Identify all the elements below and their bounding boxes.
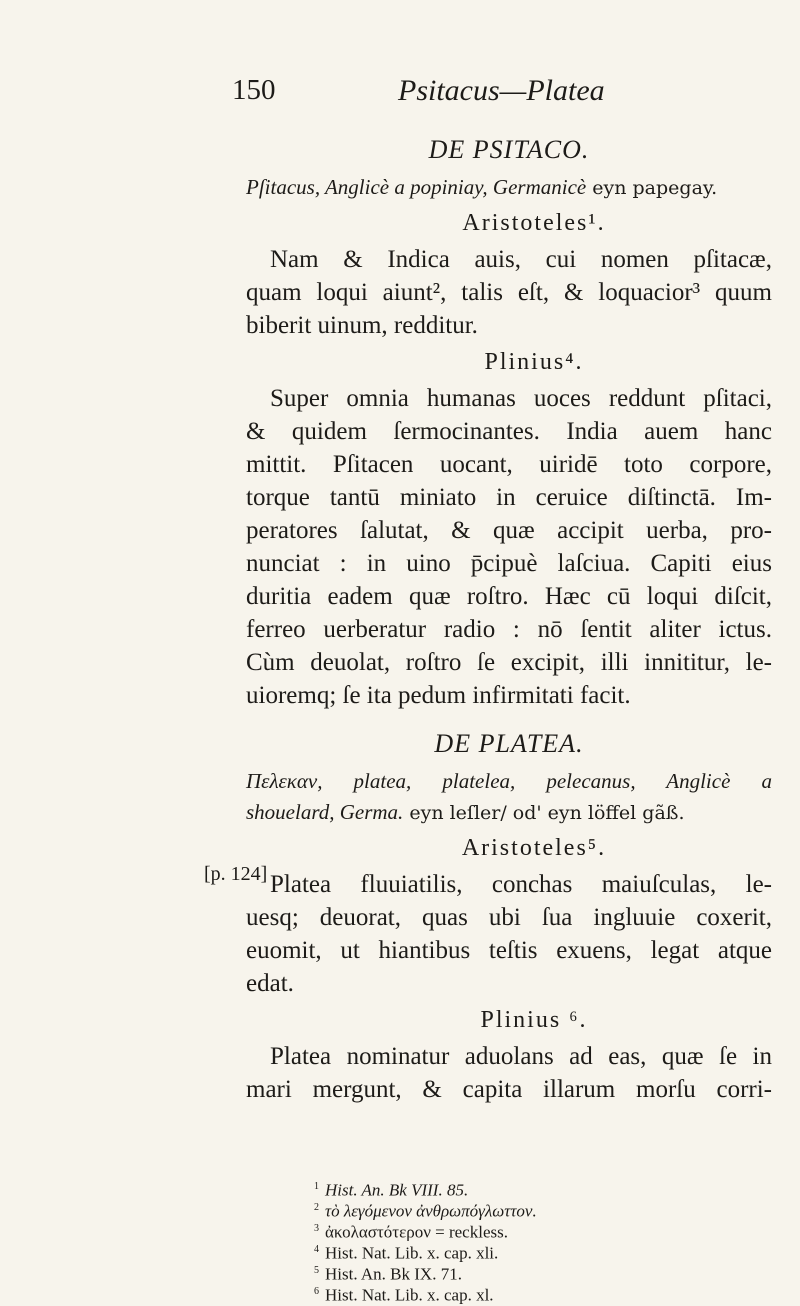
plinius-heading-2: Plinius ⁶.: [480, 1007, 588, 1033]
running-head: Psitacus—Platea: [398, 74, 605, 107]
plinius-1-line: mittit. Pſitacen uocant, uiridē toto corpore,: [246, 451, 772, 478]
footnote: $^2$ τὸ λεγόμενον ἀνθρωπόγλωττον.: [314, 1201, 537, 1221]
plinius-1-line: & quidem ſermocinantes. India auem hanc: [246, 418, 772, 445]
footnote: $^1$ Hist. An. Bk VIII. 85.: [314, 1180, 469, 1200]
psitacus-gloss-latin: Pſitacus, Anglicè a popiniay, Germanicè: [246, 175, 587, 199]
plinius-1-line: torque tantū miniato in ceruice diſtinctā. Im-: [246, 484, 772, 511]
aristoteles-heading-2: Aristoteles⁵.: [461, 835, 607, 861]
plinius-1-line: nunciat : in uino p̄cipuè laſciua. Capiti eius: [246, 550, 772, 577]
plinius-1-line: uioremq; ſe ita pedum infirmitati facit.: [246, 682, 631, 709]
page-header: [0, 74, 800, 118]
footnote: $^3$ ἀκολαστότερον = reckless.: [314, 1222, 508, 1242]
aristoteles-2-line: euomit, ut hiantibus teſtis exuens, legat atque: [246, 937, 772, 964]
aristoteles-2-line: Platea fluuiatilis, conchas maiuſculas, le-: [270, 871, 772, 898]
aristoteles-1-line: biberit uinum, redditur.: [246, 312, 478, 339]
aristoteles-2-line: edat.: [246, 970, 294, 997]
section-title-psitaco: DE PSITACO.: [428, 135, 590, 164]
psitacus-gloss-german: eyn papegay.: [586, 177, 718, 199]
aristoteles-1-line: Nam & Indica auis, cui nomen pſitacæ,: [270, 246, 772, 273]
platea-gloss-german: eyn leſler/ od' eyn löffel gãß.: [403, 802, 685, 824]
footnote: $^4$ Hist. Nat. Lib. x. cap. xli.: [314, 1243, 499, 1263]
plinius-1-line: duritia eadem quæ roſtro. Hæc cū loqui diſcit,: [246, 583, 772, 610]
aristoteles-1-line: quam loqui aiunt², talis eſt, & loquacior³ quum: [246, 279, 772, 306]
margin-page-reference: [p. 124]: [204, 863, 268, 885]
aristoteles-heading-1: Aristoteles¹.: [462, 210, 606, 236]
platea-gloss-latin: shouelard, Germa.: [246, 800, 404, 824]
plinius-2-line: Platea nominatur aduolans ad eas, quæ ſe in: [270, 1043, 772, 1070]
plinius-2-line: mari mergunt, & capita illarum morſu corri-: [246, 1076, 772, 1103]
section-title-platea: DE PLATEA.: [434, 729, 584, 758]
footnote: $^6$ Hist. Nat. Lib. x. cap. xl.: [314, 1285, 494, 1305]
plinius-heading-1: Plinius⁴.: [484, 349, 584, 375]
plinius-1-line: ferreo uerberatur radio : nō ſentit aliter ictus.: [246, 616, 772, 643]
page-number: 150: [232, 74, 276, 106]
platea-gloss-line-1: Πελεκαν, platea, platelea, pelecanus, Anglicè a: [246, 769, 772, 793]
footnote: $^5$ Hist. An. Bk IX. 71.: [314, 1264, 462, 1284]
platea-gloss-line-2: [246, 797, 772, 828]
plinius-1-line: Super omnia humanas uoces reddunt pſitaci,: [270, 385, 772, 412]
psitacus-gloss: [246, 172, 772, 203]
aristoteles-2-line: uesq; deuorat, quas ubi ſua ingluuie coxerit,: [246, 904, 772, 931]
plinius-1-line: Cùm deuolat, roſtro ſe excipit, illi innititur, le-: [246, 649, 772, 676]
main-text: [246, 128, 772, 1106]
footnotes: [314, 1176, 754, 1305]
plinius-1-line: peratores ſalutat, & quæ accipit uerba, pro-: [246, 517, 772, 544]
